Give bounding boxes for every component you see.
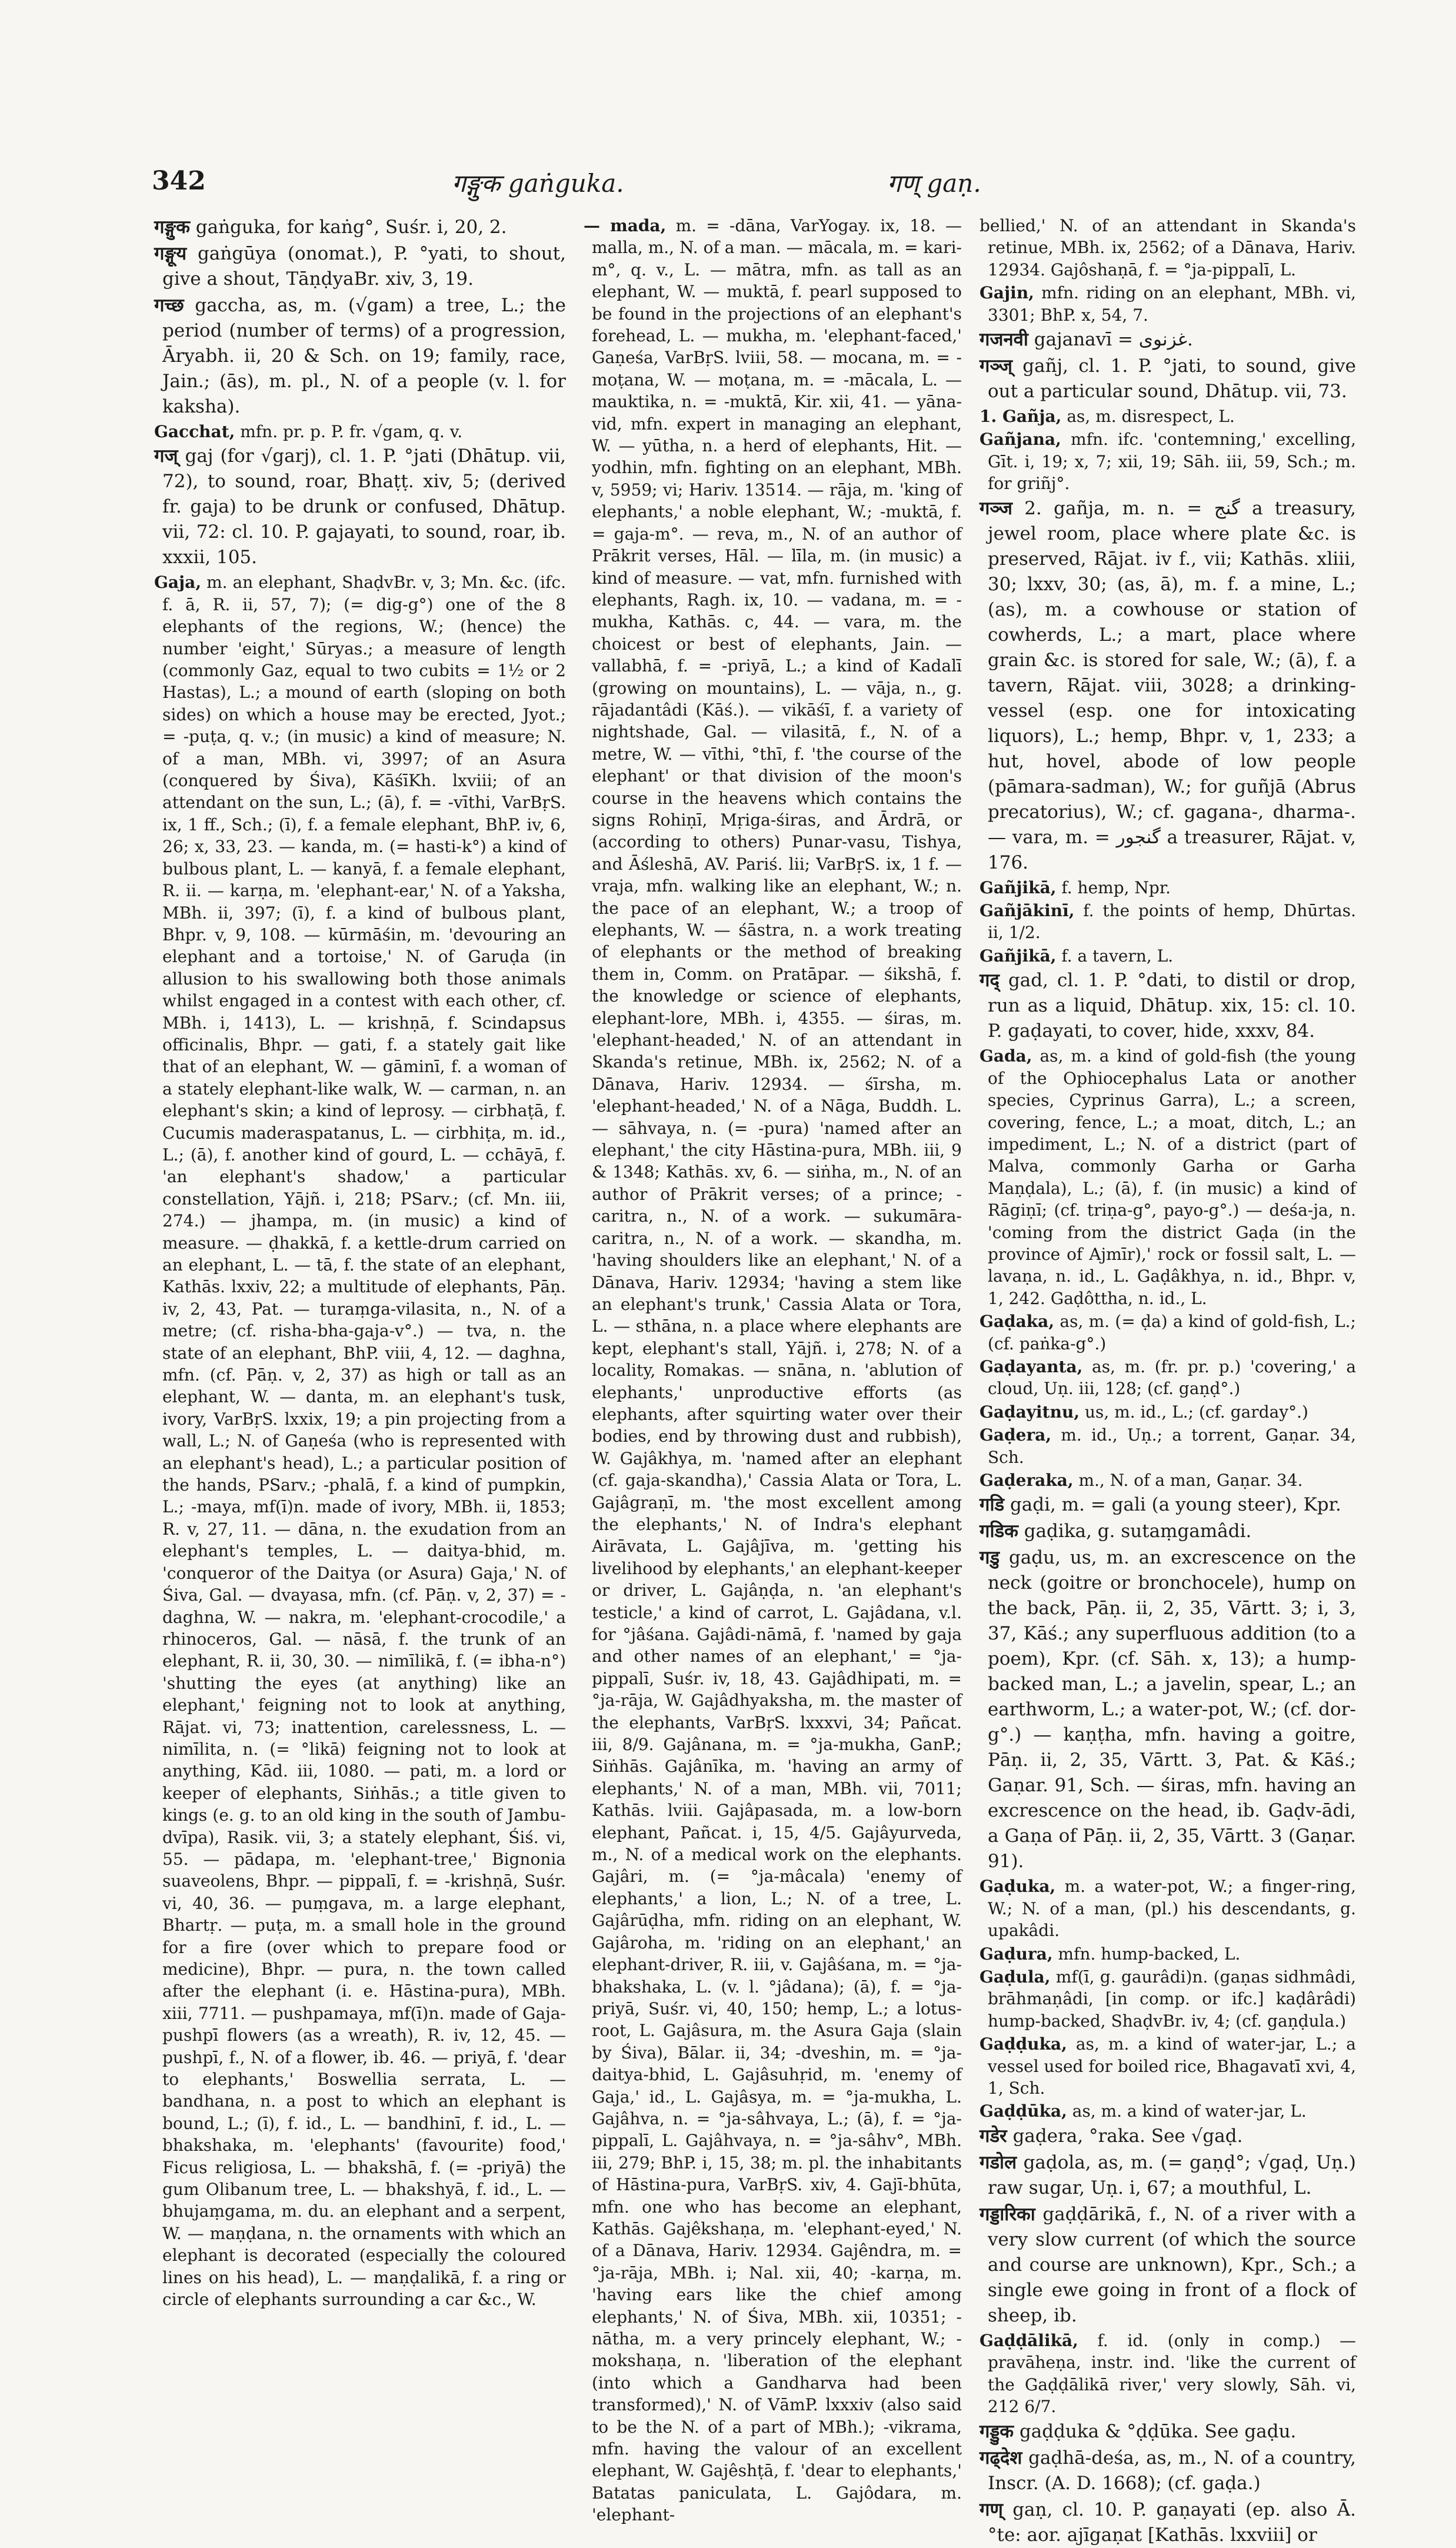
- dictionary-entry: [979, 2100, 1356, 2122]
- dictionary-entry: [979, 1943, 1356, 1965]
- entry-text: gañj, cl. 1. P. °jati, to sound, give out a particular sound, Dhātup. vii, 73.: [988, 355, 1356, 403]
- entry-text: as, m. (= ḍa) a kind of gold-fish, L.; (cf. paṅka-g°.): [988, 1312, 1356, 1353]
- entry-headword: Gaḍula,: [979, 1967, 1051, 1987]
- entry-headword: गडोल: [979, 2151, 1017, 2173]
- entry-text: as, m. disrespect, L.: [1067, 407, 1235, 427]
- entry-headword: Gaḍḍūka,: [979, 2101, 1067, 2121]
- dictionary-entry: [979, 405, 1356, 427]
- dictionary-entry: [154, 293, 566, 420]
- right-running-head: गण् gaṇ.: [887, 169, 981, 198]
- entry-text: gajanavī = غزنوى.: [1034, 329, 1193, 351]
- dictionary-entry: [979, 2446, 1356, 2496]
- entry-headword: Gaḍayitnu,: [979, 1402, 1080, 1422]
- dictionary-entry: [979, 1401, 1356, 1423]
- entry-headword: Gaḍayanta,: [979, 1356, 1083, 1376]
- entry-headword: Gañjikā,: [979, 877, 1057, 897]
- entry-text: f. hemp, Npr.: [1061, 877, 1171, 897]
- entry-text: as, m. (fr. pr. p.) 'covering,' a cloud, Uṇ. iii, 128; (cf. gaṇḍ°.): [988, 1356, 1357, 1399]
- column-1: [154, 215, 566, 2310]
- entry-text: as, m. a kind of water-jar, L.; a vessel used for boiled rice, Bhagavatī xvi, 4, 1, Sch.: [988, 2034, 1357, 2098]
- entry-text: mf(ī, g. gaurâdi)n. (gaṇas sidhmâdi, brāhmaṇâdi, [in comp. or ifc.] kaḍârâdi) hump-backed, ShaḍvBr. iv, 4; (cf. gaṇḍula.): [988, 1967, 1356, 2031]
- entry-headword: Gañjikā,: [979, 946, 1057, 966]
- entry-text: mfn. ifc. 'contemning,' excelling, Gīt. i, 19; x, 7; xii, 19; Sāh. iii, 59, Sch.; m. for griñj°.: [988, 430, 1356, 494]
- entry-text: as, m. a kind of gold-fish (the young of the Ophiocephalus Lata or another species, Cyprinus Garra), L.; a screen, covering, fence, L.; a moat, ditch, L.; an impediment, L.; N. of a district (part of Malva, commonly Garha or Garha Maṇḍala), L.; (ā), f. (in music) a kind of Rāgiṇī; (cf. triṇa-g°, payo-g°.) — deśa-ja, n. 'coming from the district Gaḍa (in the province of Ajmīr),' rock or fossil salt, L. — lavaṇa, n. id., L. Gaḍâkhya, n. id., Bhpr. v, 1, 242. Gaḍôttha, n. id., L.: [988, 1046, 1356, 1308]
- entry-headword: गञ्ज्: [979, 355, 1012, 377]
- entry-headword: Gaḍeraka,: [979, 1471, 1074, 1490]
- entry-text: m. a water-pot, W.; a finger-ring, W.; N. of a man, (pl.) his descendants, g. upakâdi.: [988, 1877, 1356, 1941]
- dictionary-entry: [154, 571, 566, 2310]
- dictionary-entry: [979, 2330, 1356, 2418]
- entry-text: gaḍḍārikā, f., N. of a river with a very slow current (of which the source and course are unknown), Kpr., Sch.; a single ewe going in front of a flock of sheep, ib.: [988, 2203, 1356, 2326]
- entry-headword: Gaḍḍuka,: [979, 2034, 1067, 2054]
- entry-headword: गङ्गुक: [154, 217, 190, 238]
- dictionary-entry: [979, 900, 1356, 944]
- entry-headword: Gaḍḍālikā,: [979, 2330, 1078, 2350]
- entry-text: m. id., Uṇ.; a torrent, Gaṇar. 34, Sch.: [988, 1425, 1356, 1467]
- dictionary-entry: [979, 496, 1356, 876]
- entry-text: gaccha, as, m. (√gam) a tree, L.; the period (number of terms) of a progression, Āryabh. ii, 20 & Sch. on 19; family, race, Jain.; (ās), m. pl., N. of a people (v. l. for kaksha).: [162, 295, 566, 417]
- entry-text: gaḍhā-deśa, as, m., N. of a country, Inscr. (A. D. 1668); (cf. gaḍa.): [988, 2447, 1356, 2494]
- entry-text: gaṅguka, for kaṅg°, Suśr. i, 20, 2.: [195, 217, 507, 238]
- entry-headword: गढ्देश: [979, 2447, 1022, 2469]
- entry-headword: 1. Gañja,: [979, 407, 1062, 427]
- dictionary-entry: [979, 968, 1356, 1044]
- dictionary-entry: [979, 1875, 1356, 1941]
- entry-headword: Gañjākinī,: [979, 901, 1075, 921]
- entry-text: gaḍu, us, m. an excrescence on the neck (goitre or bronchocele), hump on the back, Pāṇ. ii, 2, 35, Vārtt. 3; i, 3, 37, Kāś.; any superfluous addition (to a poem), Kpr. (cf. Sāh. x, 13); a hump-backed man, L.; a javelin, spear, L.; an earthworm, L.; a water-pot, W.; (cf. dor-g°.) — kaṇṭha, mfn. having a goitre, Pāṇ. ii, 2, 35, Vārtt. 3, Pat. & Kāś.; Gaṇar. 91, Sch. — śiras, mfn. having an excrescence on the head, ib. Gaḍv-ādi, a Gaṇa of Pāṇ. ii, 2, 35, Vārtt. 3 (Gaṇar. 91).: [988, 1547, 1356, 1872]
- dictionary-entry: [584, 215, 962, 2526]
- dictionary-entry: [154, 421, 566, 443]
- dictionary-entry: [979, 282, 1356, 326]
- entry-headword: Gaḍaka,: [979, 1312, 1055, 1332]
- dictionary-entry: [979, 1519, 1356, 1544]
- entry-text: gaj (for √garj), cl. 1. P. °jati (Dhātup. vii, 72), to sound, roar, Bhaṭṭ. xiv, 5; (derived fr. gaja) to be drunk or confused, Dhātup. vii, 72: cl. 10. P. gajayati, to sound, roar, ib. xxxii, 105.: [162, 445, 566, 568]
- entry-headword: Gaja,: [154, 573, 202, 593]
- entry-headword: गड्डारिका: [979, 2203, 1035, 2225]
- entry-text: f. the points of hemp, Dhūrtas. ii, 1/2.: [988, 901, 1357, 943]
- entry-text: mfn. pr. p. P. fr. √gam, q. v.: [240, 422, 463, 441]
- entry-headword: गड्डुक: [979, 2420, 1014, 2442]
- entry-text: mfn. riding on an elephant, MBh. vi, 3301; BhP. x, 54, 7.: [988, 283, 1356, 325]
- entry-headword: गज्: [154, 445, 178, 467]
- entry-headword: — mada,: [584, 216, 667, 235]
- entry-headword: Gañjana,: [979, 430, 1061, 450]
- dictionary-entry: [979, 2202, 1356, 2329]
- entry-headword: गडिक: [979, 1521, 1018, 1542]
- entry-text: gaṇ, cl. 10. P. gaṇayati (ep. also Ā. °te: aor. ajīgaṇat [Kathās. lxxviii] or: [988, 2499, 1356, 2546]
- entry-text: m., N. of a man, Gaṇar. 34.: [1078, 1471, 1303, 1490]
- entry-text: mfn. hump-backed, L.: [1058, 1944, 1241, 1964]
- dictionary-entry: [979, 1492, 1356, 1518]
- dictionary-entry: [979, 945, 1356, 967]
- entry-text: f. a tavern, L.: [1061, 946, 1174, 966]
- entry-headword: गडि: [979, 1494, 1005, 1516]
- dictionary-entry: [979, 1424, 1356, 1468]
- page-header: [152, 166, 1346, 207]
- dictionary-entry: [979, 1045, 1356, 1309]
- dictionary-entry: [979, 1545, 1356, 1874]
- entry-text: gad, cl. 1. P. °dati, to distil or drop, run as a liquid, Dhātup. xix, 15: cl. 10. P. gaḍayati, to cover, hide, xxxv, 84.: [988, 970, 1356, 1042]
- dictionary-entry: [979, 327, 1356, 352]
- dictionary-entry: [979, 428, 1356, 494]
- entry-headword: Gaḍura,: [979, 1944, 1053, 1964]
- dictionary-entry: [979, 877, 1356, 899]
- dictionary-entry: [979, 215, 1356, 281]
- entry-headword: गङ्गूय: [154, 243, 187, 264]
- dictionary-entry: [979, 2033, 1356, 2099]
- entry-text: as, m. a kind of water-jar, L.: [1072, 2101, 1307, 2121]
- entry-text: gaḍika, g. sutaṃgamâdi.: [1024, 1521, 1252, 1542]
- dictionary-entry: [979, 2419, 1356, 2444]
- entry-headword: गण्: [979, 2499, 1003, 2520]
- entry-text: bellied,' N. of an attendant in Skanda's retinue, MBh. ix, 2562; of a Dānava, Hariv. 12934. Gajôshaṇā, f. = °ja-pippalī, L.: [979, 216, 1356, 280]
- column-2: [584, 215, 962, 2525]
- entry-headword: गद्: [979, 970, 999, 992]
- entry-headword: गञ्ज: [979, 497, 1012, 519]
- page-number: 342: [152, 166, 206, 196]
- dictionary-entry: [154, 215, 566, 240]
- entry-headword: गच्छ: [154, 295, 184, 316]
- entry-text: gaḍḍuka & °ḍḍūka. See gaḍu.: [1019, 2420, 1297, 2442]
- entry-headword: Gajin,: [979, 283, 1034, 303]
- entry-text: gaṅgūya (onomat.), P. °yati, to shout, give a shout, TāṇḍyaBr. xiv, 3, 19.: [162, 243, 566, 290]
- dictionary-entry: [979, 2497, 1356, 2548]
- dictionary-entry: [979, 2124, 1356, 2149]
- dictionary-entry: [979, 1966, 1356, 2032]
- entry-text: us, m. id., L.; (cf. garday°.): [1084, 1402, 1308, 1422]
- dictionary-entry: [154, 241, 566, 292]
- dictionary-entry: [979, 354, 1356, 404]
- entry-text: m. = -dāna, VarYogay. ix, 18. — malla, m., N. of a man. — mācala, m. = kari-m°, q. v., L. — mātra, mfn. as tall as an elephant, W. — muktā, f. pearl supposed to be found in the projections of an elephant's forehead, L. — mukha, m. 'elephant-faced,' Gaṇeśa, VarBṛS. lviii, 58. — mocana, m. = -moṭana, W. — moṭana, m. = -mācala, L. — mauktika, n. = -muktā, Kir. xii, 41. — yāna-vid, mfn. expert in managing an elephant, W. — yūtha, n. a herd of elephants, Hit. — yodhin, mfn. fighting on an elephant, MBh. v, 5959; vi; Hariv. 13514. — rāja, m. 'king of elephants,' a noble elephant, W.; -muktā, f. = gaja-m°. — reva, m., N. of an author of Prākrit verses, Hāl. — līla, m. (in music) a kind of measure. — vat, mfn. furnished with elephants, Ragh. ix, 10. — vadana, m. = -mukha, Kathās. c, 44. — vara, m. the choicest or best of elephants, Jain. — vallabhā, f. = -priyā, L.; a kind of Kadalī (growing on mountains), L. — vāja, n., g. rājadantâdi (Kāś.). — vikāśī, f. a variety of nightshade, Gal. — vilasitā, f., N. of a metre, W. — vīthi, °thī, f. 'the course of the elephant' or that division of the moon's course in the heavens which contains the signs Rohiṇī, Mṛiga-śiras, and Ārdrā, or (according to others) Punar-vasu, Tishya, and Āśleshā, AV. Pariś. lii; VarBṛS. ix, 1 f. — vraja, mfn. walking like an elephant, W.; n. the pace of an elephant, W.; a troop of elephants, W. — śāstra, n. a work treating of elephants or the method of breaking them in, Comm. on Pratāpar. — śikshā, f. the knowledge or science of elephants, elephant-lore, MBh. i, 4355. — śiras, m. 'elephant-headed,' N. of an attendant in Skanda's retinue, MBh. ix, 2562; N. of a Dānava, Hariv. 12934. — śīrsha, m. 'elephant-headed,' N. of a Nāga, Buddh. L. — sāhvaya, n. (= -pura) 'named after an elephant,' the city Hāstina-pura, MBh. iii, 9 & 1348; Kathās. xv, 6. — siṅha, m., N. of an author of Prākrit verses; of a prince; -caritra, n., N. of a work. — sukumāra-caritra, n., N. of a work. — skandha, m. 'having shoulders like an elephant,' N. of a Dānava, Hariv. 12934; 'having a stem like an elephant's trunk,' Cassia Alata or Tora, L. — sthāna, n. a place where elephants are kept, elephant's stall, Yājñ. i, 278; N. of a locality, Romakas. — snāna, n. 'ablution of elephants,' unproductive efforts (as elephants, after squirting water over their bodies, end by throwing dust and rubbish), W. Gajâkhya, m. 'named after an elephant (cf. gaja-skandha),' Cassia Alata or Tora, L. Gajâgraṇī, m. 'the most excellent among the elephants,' N. of Indra's elephant Airāvata, L. Gajâjīva, m. 'getting his livelihood by elephants,' an elephant-keeper or driver, L. Gajâṇḍa, n. 'an elephant's testicle,' a kind of carrot, L. Gajâdana, v.l. for °jâśana. Gajâdi-nāmā, f. 'named by gaja and other names of an elephant,' = °ja-pippalī, Suśr. iv, 18, 43. Gajâdhipati, m. = °ja-rāja, W. Gajâdhyaksha, m. the master of the elephants, VarBṛS. lxxxvi, 34; Pañcat. iii, 8/9. Gajânana, m. = °ja-mukha, GanP.; Siṅhās. Gajânīka, m. 'having an army of elephants,' N. of a man, MBh. vii, 7011; Kathās. lviii. Gajâpasada, m. a low-born elephant, Pañcat. i, 15, 4/5. Gajâyurveda, m., N. of a medical work on the elephants. Gajâri, m. (= °ja-mâcala) 'enemy of elephants,' a lion, L.; N. of a tree, L. Gajârūḍha, mfn. riding on an elephant, W. Gajâroha, m. 'riding on an elephant,' an elephant-driver, R. iii, v. Gajâśana, m. = °ja-bhakshaka, L. (v. l. °jâdana); (ā), f. = °ja-priyā, Suśr. vi, 40, 150; hemp, L.; a lotus-root, L. Gajâsura, m. the Asura Gaja (slain by Śiva), Bālar. ii, 34; -dveshin, m. = °ja-daitya-bhid, L. Gajâsuhṛid, m. 'enemy of Gaja,' id., L. Gajâsya, m. = °ja-mukha, L. Gajâhva, n. = °ja-sâhvaya, L.; (ā), f. = °ja-pippalī, L. Gajâhvaya, n. = °ja-sâhv°, MBh. iii, 279; BhP. i, 15, 38; m. pl. the inhabitants of Hāstina-pura, VarBṛS. xiv, 4. Gajī-bhūta, mfn. one who has become an elephant, Kathās. Gajêkshaṇa, m. 'elephant-eyed,' N. of a Dānava, Hariv. 12934. Gajêndra, m. = °ja-rāja, MBh. i; Nal. xii, 40; -karṇa, m. 'having ears like the chief among elephants,' N. of Śiva, MBh. xii, 10351; -nātha, m. a very princely elephant, W.; -mokshaṇa, n. 'liberation of the elephant (into which a Gandharva had been transformed),' N. of VāmP. lxxxiv (also said to be the N. of a part of MBh.); -vikrama, mfn. having the valour of an excellent elephant, W. Gajêshṭā, f. 'dear to elephants,' Batatas paniculata, L. Gajôdara, m. 'elephant-: [592, 216, 962, 2525]
- entry-headword: गडु: [979, 1547, 1000, 1569]
- dictionary-entry: [154, 444, 566, 570]
- dictionary-entry: [979, 1469, 1356, 1491]
- entry-text: gaḍera, °raka. See √gaḍ.: [1012, 2125, 1243, 2147]
- dictionary-entry: [979, 1310, 1356, 1355]
- entry-headword: Gaḍuka,: [979, 1877, 1056, 1897]
- entry-headword: Gada,: [979, 1046, 1032, 1066]
- entry-text: 2. gañja, m. n. = گنج a treasury, jewel room, place where plate &c. is preserved, Rājat. iv f., vii; Kathās. xliii, 30; lxxv, 30; (as, ā), m. f. a mine, L.; (as), m. a cowhouse or station of cowherds, L.; a mart, place where grain &c. is stored for sale, W.; (ā), f. a tavern, Rājat. viii, 3028; a drinking-vessel (esp. one for intoxicating liquors), L.; hemp, Bhpr. v, 1, 233; a hut, hovel, abode of low people (pāmara-sadman), W.; for guñjā (Abrus precatorius), W.; cf. gagana-, dharma-. — vara, m. = گنجور a treasurer, Rājat. v, 176.: [988, 497, 1356, 873]
- entry-text: f. id. (only in comp.) — pravāheṇa, instr. ind. 'like the current of the Gaḍḍālikā river,' very slowly, Sāh. vi, 212 6/7.: [988, 2330, 1356, 2417]
- entry-headword: गजनवी: [979, 329, 1028, 351]
- entry-headword: गडेर: [979, 2125, 1007, 2147]
- entry-text: m. an elephant, ShaḍvBr. v, 3; Mn. &c. (ifc. f. ā, R. ii, 57, 7); (= dig-g°) one of the 8 elephants of the regions, W.; (hence) the number 'eight,' Sūryas.; a measure of length (commonly Gaz, equal to two cubits = 1½ or 2 Hastas), L.; a mound of earth (sloping on both sides) on which a house may be erected, Jyot.; = -puṭa, q. v.; (in music) a kind of measure; N. of a man, MBh. vi, 3997; of an Asura (conquered by Śiva), KāśīKh. lxviii; of an attendant on the sun, L.; (ā), f. = -vīthi, VarBṛS. ix, 1 ff., Sch.; (ī), f. a female elephant, BhP. iv, 6, 26; x, 33, 23. — kanda, m. (= hasti-k°) a kind of bulbous plant, L. — kanyā, f. a female elephant, R. ii. — karṇa, m. 'elephant-ear,' N. of a Yaksha, MBh. ii, 397; (ī), f. a kind of bulbous plant, Bhpr. v, 9, 108. — kūrmāśin, m. 'devouring an elephant and a tortoise,' N. of Garuḍa (in allusion to his swallowing both those animals whilst engaged in a contest with each other, cf. MBh. i, 1413), L. — krishṇā, f. Scindapsus officinalis, Bhpr. — gati, f. a stately gait like that of an elephant, W. — gāminī, f. a woman of a stately elephant-like walk, W. — carman, n. an elephant's skin; a kind of leprosy. — cirbhaṭā, f. Cucumis maderaspatanus, L. — cirbhiṭa, m. id., L.; (ā), f. another kind of gourd, L. — cchāyā, f. 'an elephant's shadow,' a particular constellation, Yājñ. i, 218; PSarv.; (cf. Mn. iii, 274.) — jhampa, m. (in music) a kind of measure. — ḍhakkā, f. a kettle-drum carried on an elephant, L. — tā, f. the state of an elephant, Kathās. lxxiv, 22; a multitude of elephants, Pāṇ. iv, 2, 43, Pat. — turaṃga-vilasita, n., N. of a metre; (cf. risha-bha-gaja-v°.) — tva, n. the state of an elephant, BhP. viii, 4, 12. — daghna, mfn. (cf. Pāṇ. v, 2, 37) as high or tall as an elephant, W. — danta, m. an elephant's tusk, ivory, VarBṛS. lxxix, 19; a pin projecting from a wall, L.; N. of Gaṇeśa (who is represented with an elephant's head), L.; a particular position of the hands, PSarv.; -phalā, f. a kind of pumpkin, L.; -maya, mf(ī)n. made of ivory, MBh. ii, 1853; R. v, 27, 11. — dāna, n. the exudation from an elephant's temples, L. — daitya-bhid, m. 'conqueror of the Daitya (or Asura) Gaja,' N. of Śiva, Gal. — dvayasa, mfn. (cf. Pāṇ. v, 2, 37) = -daghna, W. — nakra, m. 'elephant-crocodile,' a rhinoceros, Gal. — nāsā, f. the trunk of an elephant, R. ii, 30, 30. — nimīlikā, f. (= ibha-n°) 'shutting the eyes (at anything) like an elephant,' feigning not to look at anything, Rājat. vi, 73; inattention, carelessness, L. — nimīlita, n. (= °likā) feigning not to look at anything, Kād. iii, 1080. — pati, m. a lord or keeper of elephants, Siṅhās.; a title given to kings (e. g. to an old king in the south of Jambu-dvīpa), Rasik. vii, 3; a stately elephant, Śiś. vi, 55. — pādapa, m. 'elephant-tree,' Bignonia suaveolens, Bhpr. — pippalī, f. = -krishṇā, Suśr. vi, 40, 36. — puṃgava, m. a large elephant, Bhartṛ. — puṭa, m. a small hole in the ground for a fire (over which to prepare food or medicine), Bhpr. — pura, n. the town called after the elephant (i. e. Hāstina-pura), MBh. xiii, 7711. — pushpamaya, mf(ī)n. made of Gaja-pushpī flowers (as a wreath), R. iv, 12, 45. — pushpī, f., N. of a flower, ib. 46. — priyā, f. 'dear to elephants,' Boswellia serrata, L. — bandhana, n. a post to which an elephant is bound, L.; (ī), f. id., L. — bandhinī, f. id., L. — bhakshaka, m. 'elephants' (favourite) food,' Ficus religiosa, L. — bhakshā, f. (= -priyā) the gum Olibanum tree, L. — bhakshyā, f. id., L. — bhujaṃgama, m. du. an elephant and a serpent, W. — maṇḍana, n. the ornaments with which an elephant is decorated (especially the coloured lines on his head), L. — maṇḍalikā, f. a ring or circle of elephants surrounding a car &c., W.: [162, 573, 566, 2310]
- entry-text: gaḍola, as, m. (= gaṇḍ°; √gaḍ, Uṇ.) raw sugar, Uṇ. i, 67; a mouthful, L.: [988, 2151, 1356, 2198]
- entry-headword: Gacchat,: [154, 422, 235, 441]
- column-3: [979, 215, 1357, 2546]
- left-running-head: गङ्गुक gaṅguka.: [452, 169, 624, 198]
- dictionary-entry: [979, 2150, 1356, 2201]
- entry-text: gaḍi, m. = gali (a young steer), Kpr.: [1009, 1494, 1341, 1516]
- entry-headword: Gaḍera,: [979, 1425, 1052, 1445]
- dictionary-entry: [979, 1356, 1356, 1400]
